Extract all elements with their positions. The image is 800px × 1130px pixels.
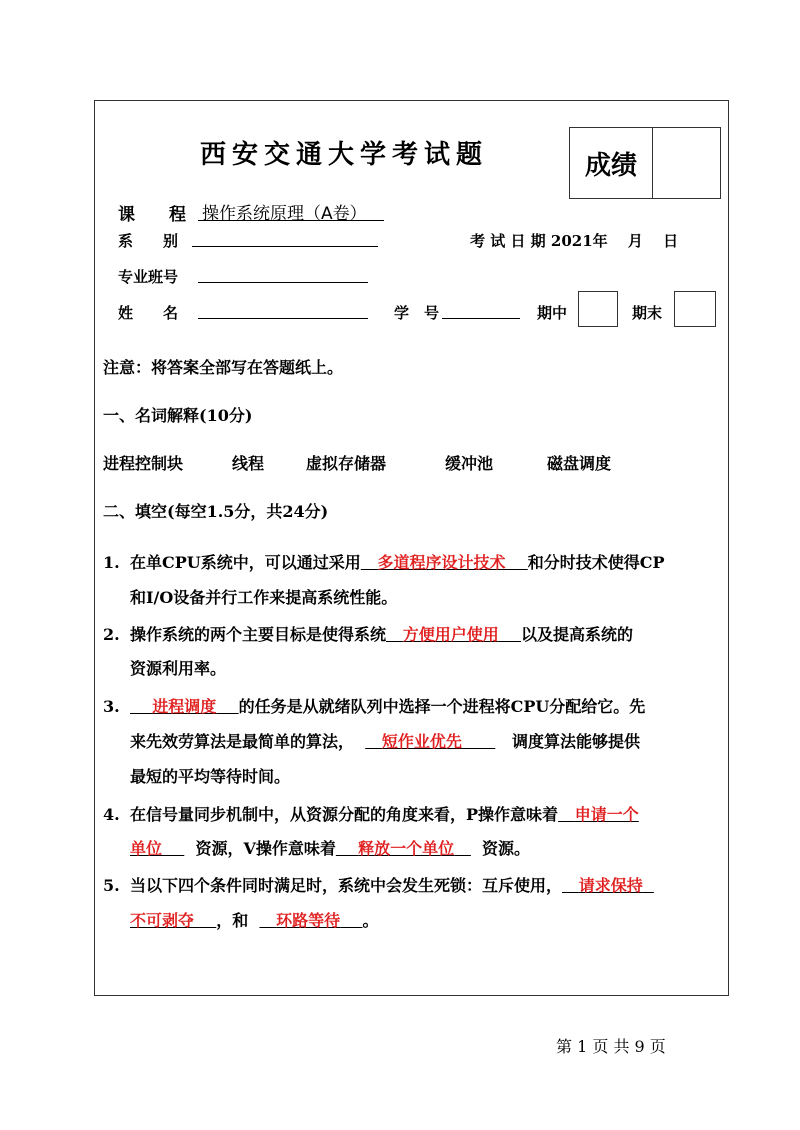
question-4-answer-1a: 申请一个 [574,805,639,824]
section1-heading: 一、名词解释(10分) [103,406,253,425]
question-5-number: 5. [103,876,120,895]
student-id-label: 学 号 [394,304,440,322]
question-1-line1 [103,546,665,580]
term-3: 虚拟存储器 [306,454,387,473]
question-5-line1: 5. 当以下四个条件同时满足时，系统中会发生死锁：互斥使用， 请求保持 [103,869,654,903]
name-field[interactable] [198,318,368,319]
midterm-checkbox[interactable] [578,291,618,327]
question-4-line2: 单位 资源，V操作意味着 释放一个单位 资源。 [130,839,531,858]
dept-field[interactable] [192,246,378,247]
final-checkbox[interactable] [674,291,716,327]
question-1-post: 和分时技术使得CP [527,553,665,572]
question-3-number: 3. [103,697,120,716]
question-5-line2: 不可剥夺 ，和 环路等待 。 [130,911,379,930]
question-2-post: 以及提高系统的 [521,625,634,644]
question-3-answer-1: 进程调度 [152,697,217,716]
course-underline [198,220,384,221]
question-2-number: 2. [103,625,120,644]
question-3-answer-2: 短作业优先 [381,732,462,751]
term-5: 磁盘调度 [547,454,612,473]
question-4-answer-2: 释放一个单位 [358,839,455,858]
question-1-answer: 多道程序设计技术 [377,553,506,572]
question-4-answer-1b: 单位 [130,839,163,858]
question-3-line3: 最短的平均等待时间。 [130,767,291,786]
question-5-answer-1b: 不可剥夺 [130,911,195,930]
name-label: 姓 名 [118,304,179,322]
question-1-number: 1. [103,553,120,572]
question-5-answer-1a: 请求保持 [578,876,643,895]
student-id-field[interactable] [442,318,520,319]
question-4-line1: 4. 在信号量同步机制中，从资源分配的角度来看，P操作意味着 申请一个 [103,798,639,832]
question-2-answer: 方便用户使用 [402,625,499,644]
score-label: 成绩 [570,128,653,198]
exam-date: 考 试 日 期 2021年 月 日 [470,232,679,250]
question-2-pre: 操作系统的两个主要目标是使得系统 [130,625,387,644]
question-1-line2: 和I/O设备并行工作来提高系统性能。 [130,588,398,607]
question-2-line2: 资源利用率。 [130,659,227,678]
dept-label: 系 别 [118,232,179,250]
section2-heading: 二、填空(每空1.5分，共24分) [103,502,329,521]
page-footer: 第 1 页 共 9 页 [556,1037,666,1056]
notice: 注意：将答案全部写在答题纸上。 [103,358,344,377]
course-value: 操作系统原理（A卷） [202,204,367,224]
question-3-line2: 来先效劳算法是最简单的算法， 短作业优先 调度算法能够提供 [130,732,641,751]
question-3-line1: 3. 进程调度 的任务是从就绪队列中选择一个进程将CPU分配给它。先 [103,690,645,724]
term-1: 进程控制块 [103,454,184,473]
term-2: 线程 [232,454,265,473]
class-field[interactable] [198,282,368,283]
final-label: 期末 [632,304,663,322]
exam-title: 西安交通大学考试题 [200,140,489,170]
question-4-number: 4. [103,805,120,824]
question-2-line1 [103,618,633,652]
course-label: 课 程 [118,205,186,225]
midterm-label: 期中 [537,304,568,322]
question-5-answer-2: 环路等待 [276,911,341,930]
question-1-pre: 在单CPU系统中，可以通过采用 [130,553,361,572]
score-box [569,127,721,199]
term-4: 缓冲池 [445,454,494,473]
class-label: 专业班号 [118,268,179,286]
